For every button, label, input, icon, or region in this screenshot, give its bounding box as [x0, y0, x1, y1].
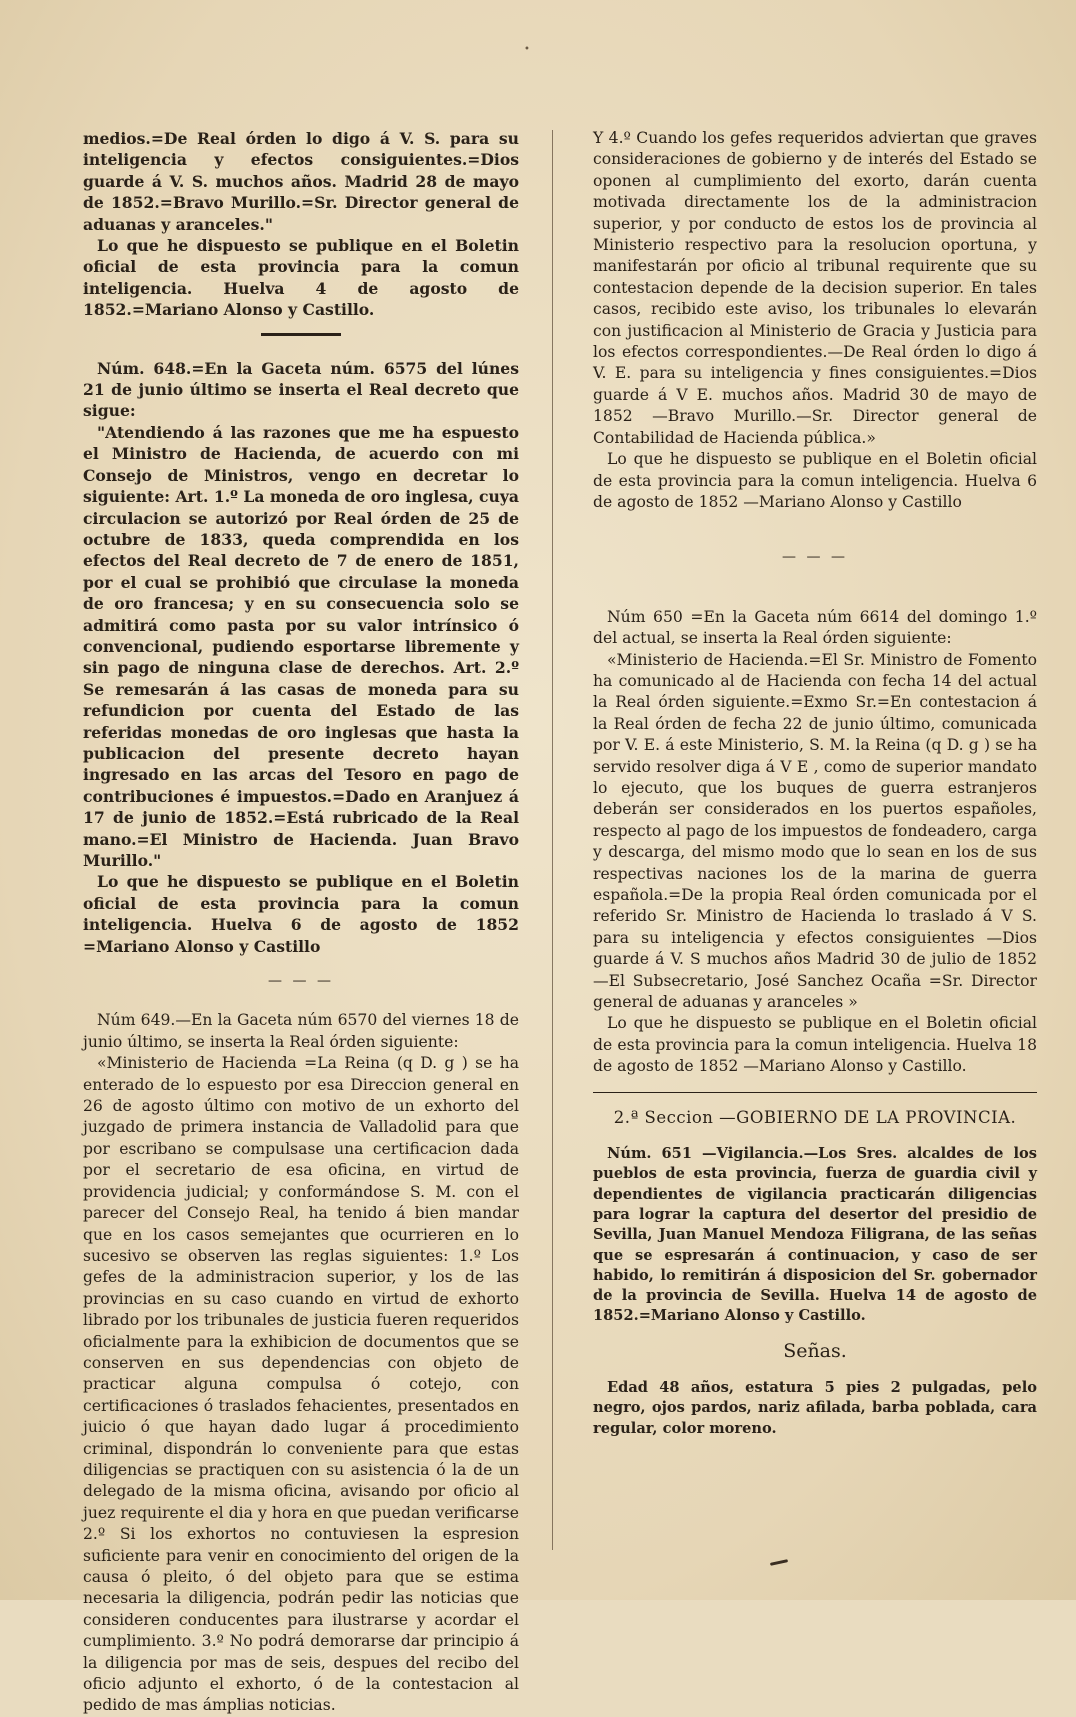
senas-heading: Señas. [783, 1339, 847, 1362]
column-divider [552, 130, 553, 1550]
article-continuation: medios.=De Real órden lo digo á V. S. para su inteligencia y efectos consiguientes.=Dios guarde á V. S. muchos años. Madrid 28 de mayo de 1852.=Bravo Murillo.=Sr. Director general de aduanas y aranceles." [83, 129, 519, 234]
publication-note: Lo que he dispuesto se publique en el Boletin oficial de esta provincia para la comun inteligencia. Huelva 18 de agosto de 1852 —Mariano Alonso y Castillo. [593, 1014, 1037, 1076]
section-heading: 2.ª Seccion —GOBIERNO DE LA PROVINCIA. [593, 1092, 1037, 1128]
article-650-heading: Núm 650 =En la Gaceta núm 6614 del domingo 1.º del actual, se inserta la Real órden siguiente: [593, 607, 1037, 648]
publication-note: Lo que he dispuesto se publique en el Boletin oficial de esta provincia para la comun inteligencia. Huelva 4 de agosto de 1852.=Mariano Alonso y Castillo. [83, 236, 519, 320]
dash-separator: — — — [782, 549, 848, 566]
publication-note: Lo que he dispuesto se publique en el Boletin oficial de esta provincia para la comun inteligencia. Huelva 6 de agosto de 1852 =Mariano Alonso y Castillo [83, 872, 519, 956]
folio-mark: • [524, 44, 530, 55]
ink-smudge [770, 1559, 788, 1566]
article-651-text: Núm. 651 —Vigilancia.—Los Sres. alcaldes de los pueblos de esta provincia, fuerza de guardia civil y dependientes de vigilancia practicarán diligencias para lograr la captura del desertor del presidio de Sevilla, Juan Manuel Mendoza Filigrana, de las señas que se espresarán á continuacion, y caso de ser habido, lo remitirán á disposicion del Sr. gobernador de la provincia de Sevilla. Huelva 14 de agosto de 1852.=Mariano Alonso y Castillo. [593, 1145, 1037, 1325]
dash-separator: — — — [268, 973, 334, 990]
article-649-heading: Núm 649.—En la Gaceta núm 6570 del viernes 18 de junio último, se inserta la Real órden siguiente: [83, 1011, 519, 1051]
thick-separator [261, 333, 341, 336]
left-column [83, 128, 519, 1717]
article-648-heading: Núm. 648.=En la Gaceta núm. 6575 del lúnes 21 de junio último se inserta el Real decreto que sigue: [83, 358, 519, 421]
right-column [593, 128, 1037, 1439]
royal-order-text: «Ministerio de Hacienda =La Reina (q D. g ) se ha enterado de lo espuesto por esa Direccion general en 26 de agosto último con motivo de un exhorto del juzgado de primera instancia de Valladolid para que por escribano se compulsase una certificacion dada por el secretario de esa oficina, en virtud de providencia judicial; y conformándose S. M. con el parecer del Consejo Real, ha tenido á bien mandar que en los casos semejantes que ocurrieren en lo sucesivo se observen las reglas siguientes: 1.º Los gefes de la administracion superior, y los de las provincias en su caso cuando en virtud de exhorto librado por los tribunales de justicia fueren requeridos oficialmente para la exhibicion de documentos que se conserven en sus dependencias con objeto de practicar alguna compulsa ó cotejo, con certificaciones ó traslados fehacientes, presentados en juicio ó que hayan dado lugar á procedimiento criminal, dispondrán lo conveniente para que estas diligencias se practiquen con su asistencia ó la de un delegado de la misma oficina, avisando por oficio al juez requirente el dia y hora en que puedan verificarse 2.º Si los exhortos no contuviesen la espresion suficiente para venir en conocimiento del origen de la causa ó pleito, ó del objeto para que se estima necesaria la diligencia, podrán pedir las noticias que consideren conducentes para ilustrarse y acordar el cumplimiento. 3.º No podrá demorarse dar principio á la diligencia por mas de seis, despues del recibo del oficio adjunto el exhorto, ó de la contestacion al pedido de mas ámplias noticias. [83, 1054, 519, 1715]
royal-order-text: «Ministerio de Hacienda.=El Sr. Ministro de Fomento ha comunicado al de Hacienda con fecha 14 del actual la Real órden siguiente.=Exmo Sr.=En contestacion á la Real órden de fecha 22 de junio último, comunicada por V. E. á este Ministerio, S. M. la Reina (q D. g ) se ha servido resolver diga á V E , como de superior mandato lo ejecuto, que los buques de guerra estranjeros deberán ser considerados en los puertos españoles, respecto al pago de los impuestos de fondeadero, carga y descarga, del mismo modo que lo sean en los de sus respectivas naciones los de la marina de guerra española.=De la propia Real órden comunicada por el referido Sr. Ministro de Hacienda lo traslado á V S. para su inteligencia y efectos consiguientes —Dios guarde á V. S muchos años Madrid 30 de julio de 1852 —El Subsecretario, José Sanchez Ocaña =Sr. Director general de aduanas y aranceles » [593, 650, 1037, 1012]
publication-note: Lo que he dispuesto se publique en el Boletin oficial de esta provincia para la comun inteligencia. Huelva 6 de agosto de 1852 —Mariano Alonso y Castillo [593, 450, 1037, 511]
description-text: Edad 48 años, estatura 5 pies 2 pulgadas, pelo negro, ojos pardos, nariz afilada, barba poblada, cara regular, color moreno. [593, 1379, 1037, 1437]
royal-decree-text: "Atendiendo á las razones que me ha espuesto el Ministro de Hacienda, de acuerdo con mi Consejo de Ministros, vengo en decretar lo siguiente: Art. 1.º La moneda de oro inglesa, cuya circulacion se autorizó por Real órden de 25 de octubre de 1833, queda comprendida en los efectos del Real decreto de 7 de enero de 1851, por el cual se prohibió que circulase la moneda de oro francesa; y en su consecuencia solo se admitirá como pasta por su valor intrínsico ó convencional, pudiendo esportarse libremente y sin pago de ninguna clase de derechos. Art. 2.º Se remesarán á las casas de moneda para su refundicion por cuenta del Estado de las referidas monedas de oro inglesas que hasta la publicacion del presente decreto hayan ingresado en las arcas del Tesoro en pago de contribuciones é impuestos.=Dado en Aranjuez á 17 de junio de 1852.=Está rubricado de la Real mano.=El Ministro de Hacienda. Juan Bravo Murillo." [83, 422, 519, 870]
royal-order-continuation: Y 4.º Cuando los gefes requeridos adviertan que graves consideraciones de gobierno y de interés del Estado se oponen al cumplimiento del exorto, darán cuenta motivada directamente los de la administracion superior, y por conducto de estos los de provincia al Ministerio respectivo para la resolucion oportuna, y manifestarán por oficio al tribunal requirente que su contestacion depende de la decision superior. En tales casos, recibido este aviso, los tribunales lo elevarán con justificacion al Ministerio de Gracia y Justicia para los efectos correspondientes.—De Real órden lo digo á V. E. para su inteligencia y fines consiguientes.=Dios guarde á V E. muchos años. Madrid 30 de mayo de 1852 —Bravo Murillo.—Sr. Director general de Contabilidad de Hacienda pública.» [593, 129, 1037, 447]
